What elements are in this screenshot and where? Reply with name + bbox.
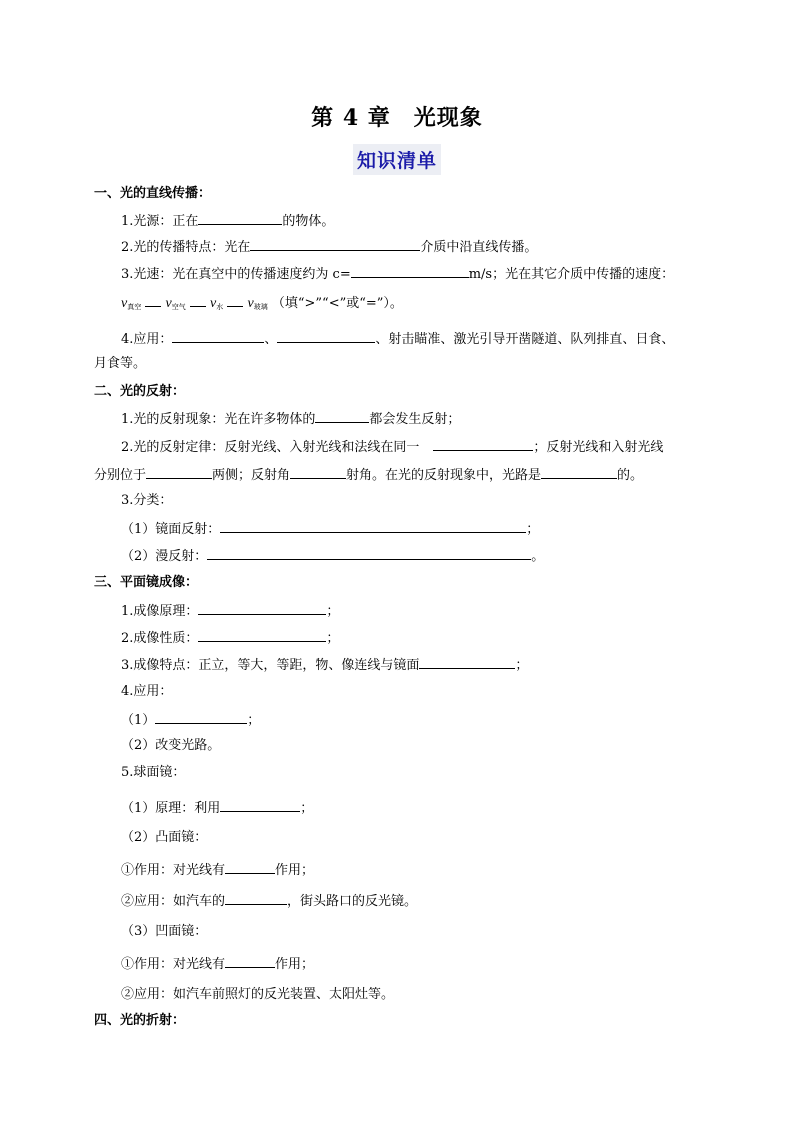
item-imaging-features bbox=[121, 655, 528, 675]
item-mirror-app-2: （2）改变光路。 bbox=[121, 738, 221, 753]
text: 分别位于 bbox=[94, 468, 147, 483]
text: ； bbox=[326, 604, 340, 619]
blank[interactable] bbox=[172, 329, 264, 343]
text: （1） bbox=[121, 713, 156, 728]
text: 3.成像特点：正立，等大，等距，物、像连线与镜面 bbox=[121, 658, 420, 673]
text: ； bbox=[526, 522, 540, 537]
blank[interactable] bbox=[198, 211, 282, 225]
text: 2.光的反射定律：反射光线、入射光线和法线在同一 bbox=[121, 440, 420, 455]
blank[interactable] bbox=[433, 437, 533, 451]
item-mirror-app-1 bbox=[121, 710, 260, 730]
item-applications bbox=[121, 329, 674, 349]
item-light-source bbox=[121, 211, 334, 231]
text: ①作用：对光线有 bbox=[121, 863, 226, 878]
blank[interactable] bbox=[351, 264, 469, 278]
blank[interactable] bbox=[198, 628, 326, 642]
text: 、 bbox=[264, 332, 278, 347]
text: 1.光源：正在 bbox=[121, 214, 199, 229]
section-heading-4: 四、光的折射： bbox=[94, 1013, 186, 1028]
item-spherical-mirror: 5.球面镜： bbox=[121, 765, 186, 780]
blank[interactable] bbox=[207, 546, 531, 560]
text: 。 bbox=[531, 549, 545, 564]
item-convex-application bbox=[121, 891, 417, 911]
text: 、射击瞄准、激光引导开凿隧道、队列排直、日食、 bbox=[375, 332, 675, 347]
item-imaging-principle bbox=[121, 601, 339, 621]
item-speed-compare bbox=[121, 293, 403, 316]
blank[interactable] bbox=[419, 655, 515, 669]
text: 1.光的反射现象：光在许多物体的 bbox=[121, 412, 316, 427]
blank[interactable] bbox=[145, 293, 161, 307]
text: 2.成像性质： bbox=[121, 631, 199, 646]
section-heading-2: 二、光的反射： bbox=[94, 384, 186, 399]
text: ； bbox=[300, 801, 314, 816]
v-symbol: v bbox=[121, 296, 128, 311]
item-propagation bbox=[121, 237, 537, 257]
item-reflection-law-cont bbox=[94, 465, 643, 485]
item-reflection-law bbox=[121, 437, 663, 457]
section-heading-1: 一、光的直线传播： bbox=[94, 186, 212, 201]
blank[interactable] bbox=[220, 798, 300, 812]
blank[interactable] bbox=[155, 710, 247, 724]
item-imaging-nature bbox=[121, 628, 339, 648]
text: 的。 bbox=[617, 468, 644, 483]
text: 1.成像原理： bbox=[121, 604, 199, 619]
subscript: 水 bbox=[216, 303, 224, 311]
text: 都会发生反射； bbox=[369, 412, 461, 427]
item-convex-mirror: （2）凸面镜： bbox=[121, 830, 208, 845]
subscript: 空气 bbox=[171, 303, 186, 311]
blank[interactable] bbox=[225, 891, 287, 905]
blank[interactable] bbox=[190, 293, 206, 307]
blank[interactable] bbox=[290, 465, 346, 479]
chapter-title: 第 4 章 光现象 bbox=[311, 105, 483, 131]
subscript: 玻璃 bbox=[253, 303, 268, 311]
text: （1）镜面反射： bbox=[121, 522, 221, 537]
text: ①作用：对光线有 bbox=[121, 957, 226, 972]
text: ；反射光线和入射光线 bbox=[533, 440, 664, 455]
text: ②应用：如汽车的 bbox=[121, 894, 226, 909]
item-concave-effect bbox=[121, 954, 314, 974]
v-symbol: v bbox=[247, 296, 254, 311]
text: ； bbox=[247, 713, 261, 728]
text: 作用； bbox=[275, 957, 315, 972]
blank[interactable] bbox=[227, 293, 243, 307]
text: 射角。在光的反射现象中，光路是 bbox=[346, 468, 542, 483]
blank[interactable] bbox=[146, 465, 212, 479]
subscript: 真空 bbox=[127, 303, 142, 311]
blank[interactable] bbox=[225, 860, 275, 874]
item-mirror-applications: 4.应用： bbox=[121, 684, 173, 699]
text: 2.光的传播特点：光在 bbox=[121, 240, 251, 255]
text: ； bbox=[515, 658, 529, 673]
item-spherical-principle bbox=[121, 798, 313, 818]
text: m/s；光在其它介质中传播的速度： bbox=[468, 267, 675, 282]
item-concave-application: ②应用：如汽车前照灯的反光装置、太阳灶等。 bbox=[121, 987, 395, 1002]
section-heading-3: 三、平面镜成像： bbox=[94, 575, 199, 590]
blank[interactable] bbox=[277, 329, 375, 343]
blank[interactable] bbox=[541, 465, 617, 479]
text: ； bbox=[326, 631, 340, 646]
item-diffuse-reflection bbox=[121, 546, 544, 566]
text: 3.光速：光在真空中的传播速度约为 c= bbox=[121, 267, 351, 282]
text: （1）原理：利用 bbox=[121, 801, 221, 816]
subtitle-wrapper bbox=[0, 144, 794, 175]
section-subtitle: 知识清单 bbox=[353, 144, 441, 175]
blank[interactable] bbox=[198, 601, 326, 615]
text: 两侧；反射角 bbox=[212, 468, 291, 483]
v-symbol: v bbox=[165, 296, 172, 311]
item-speed-of-light bbox=[121, 264, 674, 284]
text: 作用； bbox=[275, 863, 315, 878]
blank[interactable] bbox=[220, 519, 526, 533]
item-specular-reflection bbox=[121, 519, 539, 539]
item-convex-effect bbox=[121, 860, 314, 880]
item-concave-mirror: （3）凹面镜： bbox=[121, 924, 208, 939]
text: 4.应用： bbox=[121, 332, 173, 347]
blank[interactable] bbox=[315, 409, 369, 423]
v-symbol: v bbox=[210, 296, 217, 311]
blank[interactable] bbox=[225, 954, 275, 968]
text: ，街头路口的反光镜。 bbox=[287, 894, 418, 909]
text: 介质中沿直线传播。 bbox=[420, 240, 538, 255]
item-reflection-phenomenon bbox=[121, 409, 460, 429]
text: （填“>”“<”或“=”）。 bbox=[271, 296, 403, 311]
blank[interactable] bbox=[250, 237, 420, 251]
item-applications-cont: 月食等。 bbox=[94, 356, 147, 371]
item-classification: 3.分类： bbox=[121, 493, 173, 508]
text: （2）漫反射： bbox=[121, 549, 208, 564]
text: 的物体。 bbox=[282, 214, 335, 229]
